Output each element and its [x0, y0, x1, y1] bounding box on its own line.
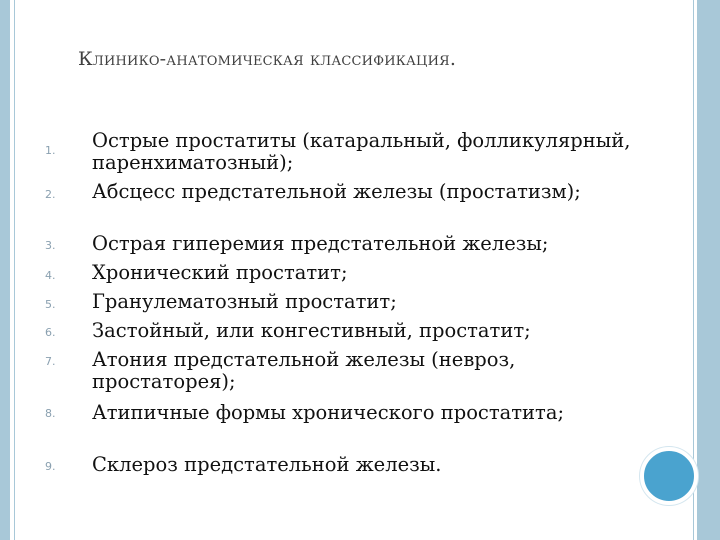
frame-left-band — [0, 0, 10, 540]
list-item: Хронический простатит; — [92, 261, 348, 284]
frame-right-band — [697, 0, 720, 540]
list-number: 6. — [45, 326, 56, 339]
list-item: Абсцесс предстательной железы (простатизм); — [92, 180, 581, 203]
list-item: Застойный, или конгестивный, простатит; — [92, 319, 531, 342]
list-number: 9. — [45, 460, 56, 473]
list-item: Острая гиперемия предстательной железы; — [92, 232, 549, 255]
decorative-circle — [640, 447, 698, 505]
list-number: 1. — [45, 144, 56, 157]
list-item: Острые простатиты (катаральный, фолликулярный, паренхиматозный); — [92, 129, 631, 174]
list-item: Атипичные формы хронического простатита; — [92, 401, 565, 424]
list-number: 7. — [45, 355, 56, 368]
list-number: 4. — [45, 269, 56, 282]
frame-left-line — [14, 0, 15, 540]
list-number: 2. — [45, 188, 56, 201]
list-item: Склероз предстательной железы. — [92, 453, 442, 476]
list-item: Атония предстательной железы (невроз, простаторея); — [92, 348, 516, 393]
list-item: Гранулематозный простатит; — [92, 290, 397, 313]
list-number: 3. — [45, 239, 56, 252]
list-number: 8. — [45, 407, 56, 420]
slide-title: Клинико-анатомическая классификация. — [78, 48, 457, 70]
list-number: 5. — [45, 298, 56, 311]
